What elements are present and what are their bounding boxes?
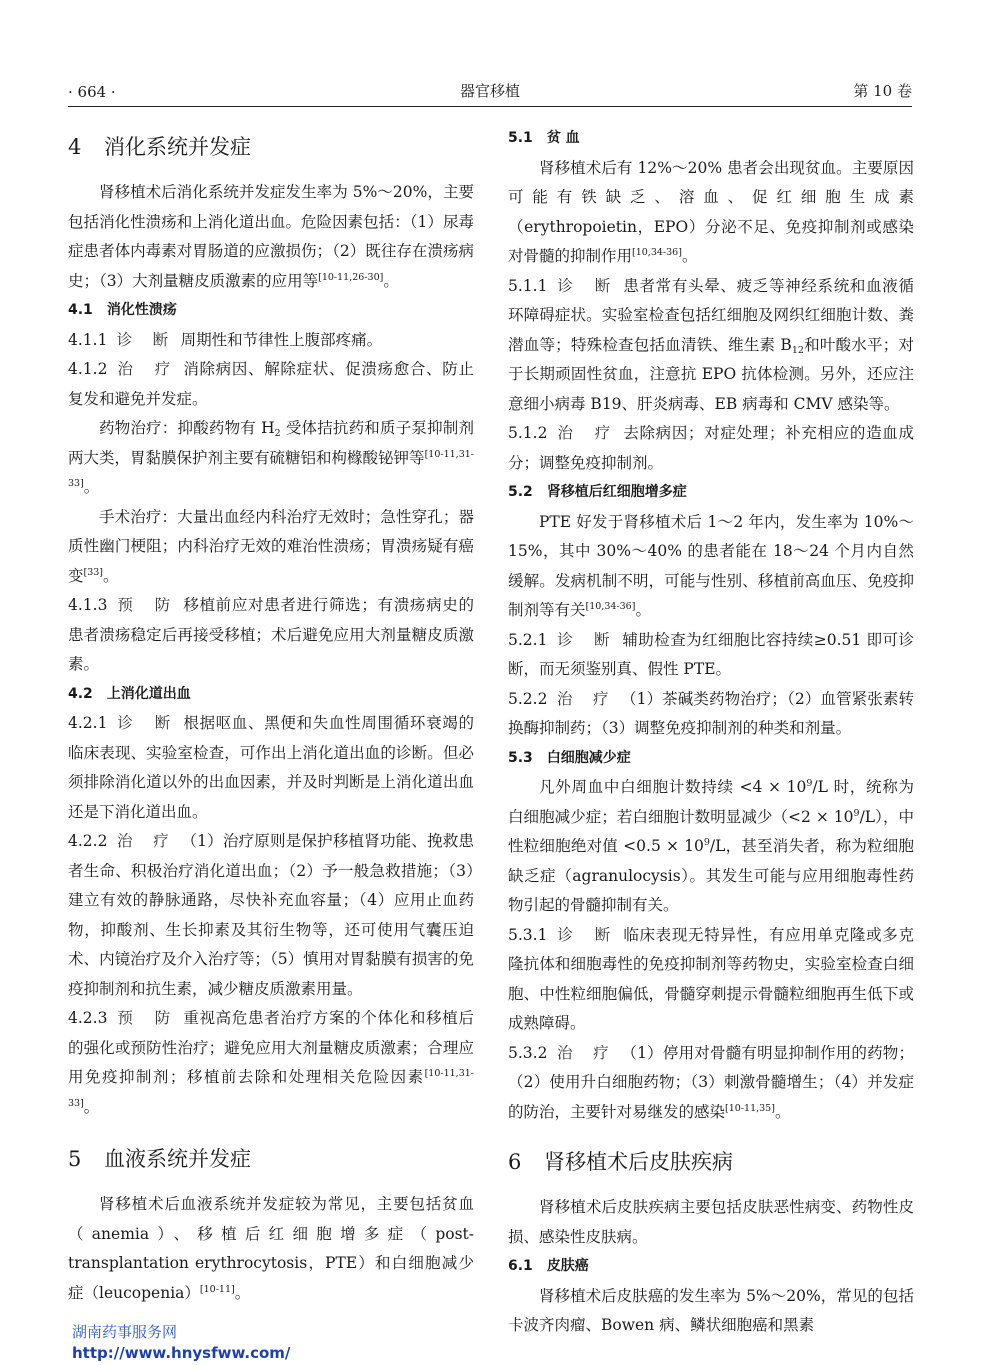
section-5-2-2: 5.2.2 治 疗 （1）茶碱类药物治疗；（2）血管紧张素转换酶抑制药；（3）调整免疫抑制剂的种类和剂量。 <box>508 689 914 737</box>
running-header <box>68 80 912 104</box>
section-5-2-heading: 5.2 肾移植后红细胞增多症 <box>508 484 687 500</box>
section-5-intro: 肾移植术后血液系统并发症较为常见，主要包括贫血（anemia）、移植后红细胞增多症（post-transplantation erythrocytosis，PTE）和白细胞减少症（leucopenia）[10-11]。 <box>68 1195 474 1302</box>
section-4-2-2: 4.2.2 治 疗 （1）治疗原则是保护移植肾功能、挽救患者生命、积极治疗消化道出血；（2）予一般急救措施；（3）建立有效的静脉通路，尽快补充血容量；（4）应用止血药物，抑酸剂、生长抑素及其衍生物等，还可使用气囊压迫术、内镜治疗及介入治疗等；（5）慎用对胃黏膜有损害的免疫抑制剂和抗生素，减少糖皮质激素用量。 <box>68 832 474 998</box>
section-4-1-3: 4.1.3 预 防 移植前应对患者进行筛选；有溃疡病史的患者溃疡稳定后再接受移植；术后避免应用大剂量糖皮质激素。 <box>68 596 474 673</box>
section-5-1-1: 5.1.1 诊 断 患者常有头晕、疲乏等神经系统和血液循环障碍症状。实验室检查包括红细胞及网织红细胞计数、粪潜血等；特殊检查包括血清铁、维生素 $B_{12}$和叶酸水平；对于长期顽固性贫血，注意抗 EPO 抗体检测。另外，还应注意细小病毒 B19、肝炎病毒、EB 病毒和 CMV 感染等。 <box>508 276 914 413</box>
section-6-1-text: 肾移植术后皮肤癌的发生率为 5%～20%，常见的包括卡波齐肉瘤、Bowen 病、鳞状细胞癌和黑素 <box>508 1286 914 1334</box>
section-4-2-1: 4.2.1 诊 断 根据呕血、黑便和失血性周围循环衰竭的临床表现、实验室检查，可作出上消化道出血的诊断。但必须排除消化道以外的出血因素，并及时判断是上消化道出血还是下消化道出血。 <box>68 714 474 821</box>
section-6-intro: 肾移植术后皮肤疾病主要包括皮肤恶性病变、药物性皮损、感染性皮肤病。 <box>508 1198 914 1246</box>
section-4-intro: 肾移植术后消化系统并发症发生率为 5%～20%，主要包括消化性溃疡和上消化道出血。危险因素包括：（1）尿毒症患者体内毒素对胃肠道的应激损伤；（2）既往存在溃疡病史；（3）大剂量糖皮质激素的应用等[10-11,26-30]。 <box>68 183 474 290</box>
left-column <box>68 124 474 1308</box>
section-5-3-text: 凡外周血中白细胞计数持续 $<4 \times 10^9/L$ 时，统称为白细胞减少症；若白细胞计数明显减少$(<2 \times 10^9/L)$，中性粒细胞绝对值 $<0.5 \times 10^9/L$，甚至消失者，称为粒细胞缺乏症（agranulocysis）。其发生可能与应用细胞毒性药物引起的骨髓抑制有关。 <box>508 778 914 914</box>
section-5-1-heading: 5.1 贫 血 <box>508 130 580 146</box>
section-5-1-2: 5.1.2 治 疗 去除病因；对症处理；补充相应的造血成分；调整免疫抑制剂。 <box>508 424 914 472</box>
section-5-3-heading: 5.3 白细胞减少症 <box>508 749 631 766</box>
section-4-1-2: 4.1.2 治 疗 消除病因、解除症状、促溃疡愈合、防止复发和避免并发症。 <box>68 360 474 408</box>
section-4-1-1: 4.1.1 诊 断 周期性和节律性上腹部疼痛。 <box>68 330 383 349</box>
volume-label: 第 10 卷 <box>853 82 912 100</box>
section-4-2-3: 4.2.3 预 防 重视高危患者治疗方案的个体化和移植后的强化或预防性治疗；避免应用大剂量糖皮质激素；合理应用免疫抑制剂；移植前去除和处理相关危险因素[10-11,31-33]。 <box>68 1009 474 1116</box>
section-6-heading: 6 肾移植术后皮肤疾病 <box>508 1150 733 1174</box>
page-number: · 664 · <box>68 83 116 101</box>
section-5-2-1: 5.2.1 诊 断 辅助检查为红细胞比容持续≥0.51 即可诊断，而无须鉴别真、假性 PTE。 <box>508 630 914 678</box>
section-4-1-heading: 4.1 消化性溃疡 <box>68 302 177 318</box>
section-5-3-2: 5.3.2 治 疗 （1）停用对骨髓有明显抑制作用的药物；（2）使用升白细胞药物；（3）刺激骨髓增生；（4）并发症的防治，主要针对易继发的感染[10-11,35]。 <box>508 1043 914 1121</box>
watermark-name: 湖南药事服务网 <box>72 1323 178 1341</box>
header-rule <box>68 106 912 107</box>
section-5-2-text: PTE 好发于肾移植术后 1～2 年内，发生率为 10%～15%，其中 30%～40% 的患者能在 18～24 个月内自然缓解。发病机制不明，可能与性别、移植前高血压、免疫抑制剂等有关[10,34-36]。 <box>508 512 914 619</box>
right-column <box>508 124 914 1341</box>
site-watermark <box>72 1322 290 1364</box>
section-4-2-heading: 4.2 上消化道出血 <box>68 685 191 702</box>
journal-name: 器官移植 <box>459 82 520 100</box>
surgery-paragraph: 手术治疗：大量出血经内科治疗无效时；急性穿孔；器质性幽门梗阻；内科治疗无效的难治性溃疡；胃溃疡疑有癌变[33]。 <box>68 507 474 585</box>
section-5-3-1: 5.3.1 诊 断 临床表现无特异性，有应用单克隆或多克隆抗体和细胞毒性的免疫抑制剂等药物史，实验室检查白细胞、中性粒细胞偏低，骨髓穿刺提示骨髓粒细胞再生低下或成熟障碍。 <box>508 925 914 1032</box>
section-4-heading: 4 消化系统并发症 <box>68 135 251 159</box>
section-6-1-heading: 6.1 皮肤癌 <box>508 1258 589 1274</box>
watermark-url[interactable]: http://www.hnysfww.com/ <box>72 1344 291 1362</box>
drug-therapy-paragraph: 药物治疗：抑酸药物有 $H_2$ 受体拮抗药和质子泵抑制剂两大类，胃黏膜保护剂主要有硫糖铝和枸橼酸铋钾等[10-11,31-33]。 <box>68 419 474 496</box>
section-5-heading: 5 血液系统并发症 <box>68 1147 251 1171</box>
section-5-1-text: 肾移植术后有 12%～20% 患者会出现贫血。主要原因可能有铁缺乏、溶血、促红细胞生成素（erythropoietin，EPO）分泌不足、免疫抑制剂或感染对骨髓的抑制作用[10,34-36]。 <box>508 158 914 265</box>
